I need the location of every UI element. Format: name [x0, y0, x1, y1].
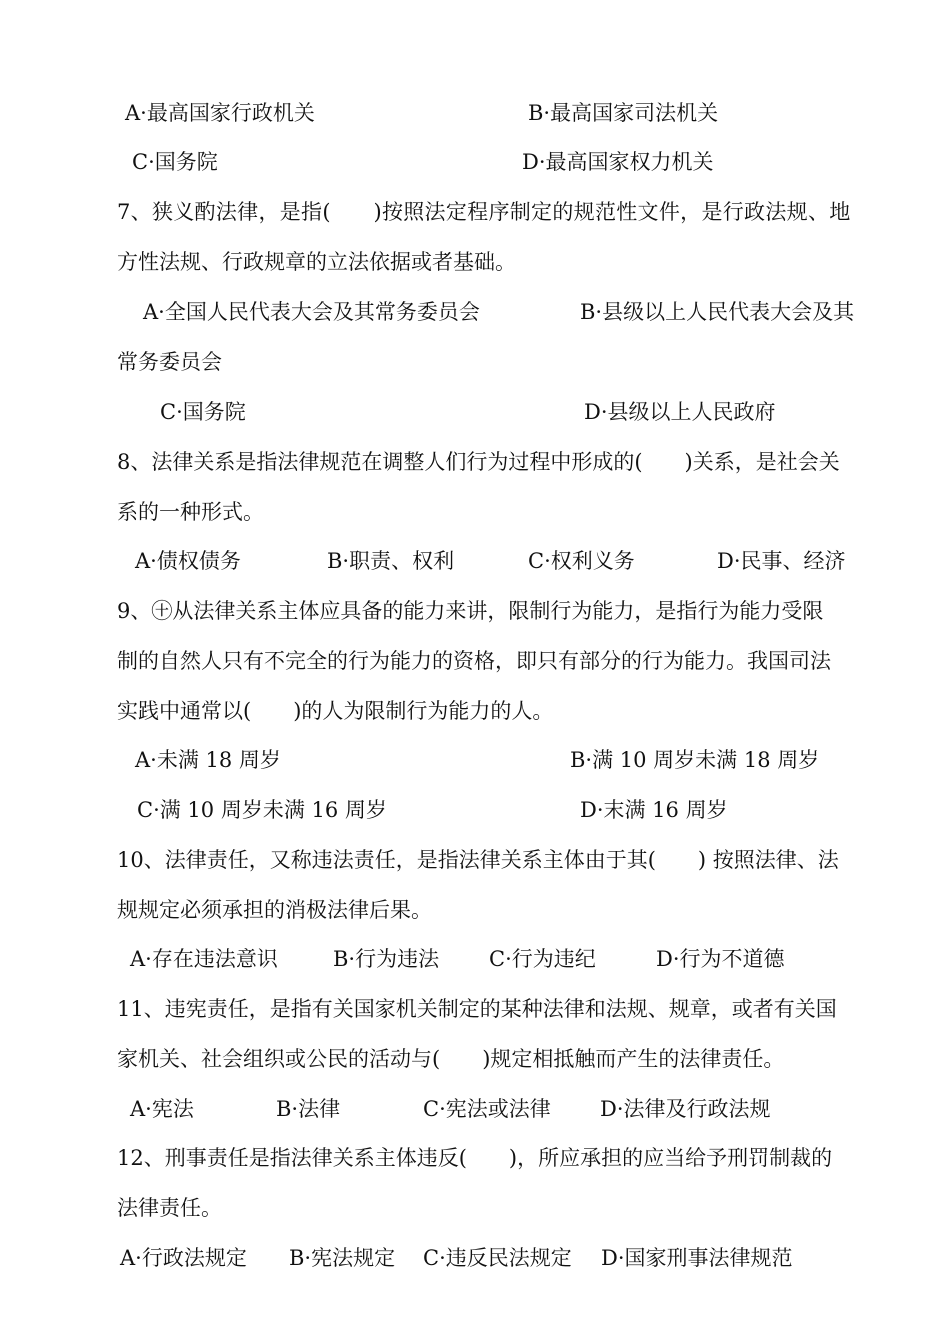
question-10-line-1: 10、法律责任，又称违法责任，是指法律关系主体由于其( ) 按照法律、法	[117, 848, 839, 872]
question-9-line-1: 9、㊉从法律关系主体应具备的能力来讲，限制行为能力，是指行为能力受限	[117, 599, 824, 623]
option-d-q12: D·国家刑事法律规范	[601, 1246, 793, 1270]
option-b-q10: B·行为违法	[333, 947, 440, 971]
option-c-q6: C·国务院	[132, 150, 218, 174]
option-a-q8: A·债权债务	[135, 549, 241, 573]
question-9-line-2: 制的自然人只有不完全的行为能力的资格，即只有部分的行为能力。我国司法	[117, 649, 831, 673]
option-c-q7: C·国务院	[160, 400, 246, 424]
option-b-q11: B·法律	[276, 1097, 341, 1121]
option-c-q10: C·行为违纪	[489, 947, 596, 971]
option-a-q9: A·未满 18 周岁	[135, 748, 281, 772]
option-a-q11: A·宪法	[130, 1097, 194, 1121]
question-12-line-1: 12、刑事责任是指法律关系主体违反( )，所应承担的应当给予刑罚制裁的	[117, 1146, 833, 1170]
question-7-line-1: 7、狭义酌法律，是指( )按照法定程序制定的规范性文件，是行政法规、地	[117, 200, 851, 224]
option-c-q11: C·宪法或法律	[423, 1097, 551, 1121]
question-8-line-2: 系的一种形式。	[117, 500, 264, 524]
option-d-q6: D·最高国家权力机关	[522, 150, 714, 174]
option-a-q10: A·存在违法意识	[130, 947, 278, 971]
option-b-q9: B·满 10 周岁未满 18 周岁	[570, 748, 820, 772]
question-12-line-2: 法律责任。	[117, 1196, 222, 1220]
option-c-q8: C·权利义务	[528, 549, 635, 573]
option-b-q8: B·职责、权利	[327, 549, 455, 573]
question-9-line-3: 实践中通常以( )的人为限制行为能力的人。	[117, 699, 554, 723]
question-7-line-2: 方性法规、行政规章的立法依据或者基础。	[117, 250, 516, 274]
option-a-q7: A·全国人民代表大会及其常务委员会	[143, 300, 480, 324]
option-a-q12: A·行政法规定	[120, 1246, 247, 1270]
option-c-q9: C·满 10 周岁未满 16 周岁	[137, 798, 387, 822]
option-d-q7: D·县级以上人民政府	[584, 400, 776, 424]
option-b-q6: B·最高国家司法机关	[528, 101, 719, 125]
option-d-q8: D·民事、经济	[717, 549, 846, 573]
option-a-q6: A·最高国家行政机关	[125, 101, 315, 125]
option-b-q12: B·宪法规定	[289, 1246, 396, 1270]
option-d-q10: D·行为不道德	[656, 947, 785, 971]
option-d-q11: D·法律及行政法规	[600, 1097, 771, 1121]
option-d-q9: D·末满 16 周岁	[580, 798, 728, 822]
option-c-q12: C·违反民法规定	[423, 1246, 572, 1270]
option-b-q7-cont: 常务委员会	[117, 350, 222, 374]
question-11-line-1: 11、违宪责任，是指有关国家机关制定的某种法律和法规、规章，或者有关国	[117, 997, 837, 1021]
question-11-line-2: 家机关、社会组织或公民的活动与( )规定相抵触而产生的法律责任。	[117, 1047, 785, 1071]
question-10-line-2: 规规定必须承担的消极法律后果。	[117, 898, 432, 922]
question-8-line-1: 8、法律关系是指法律规范在调整人们行为过程中形成的( )关系，是社会关	[117, 450, 840, 474]
option-b-q7: B·县级以上人民代表大会及其	[580, 300, 855, 324]
